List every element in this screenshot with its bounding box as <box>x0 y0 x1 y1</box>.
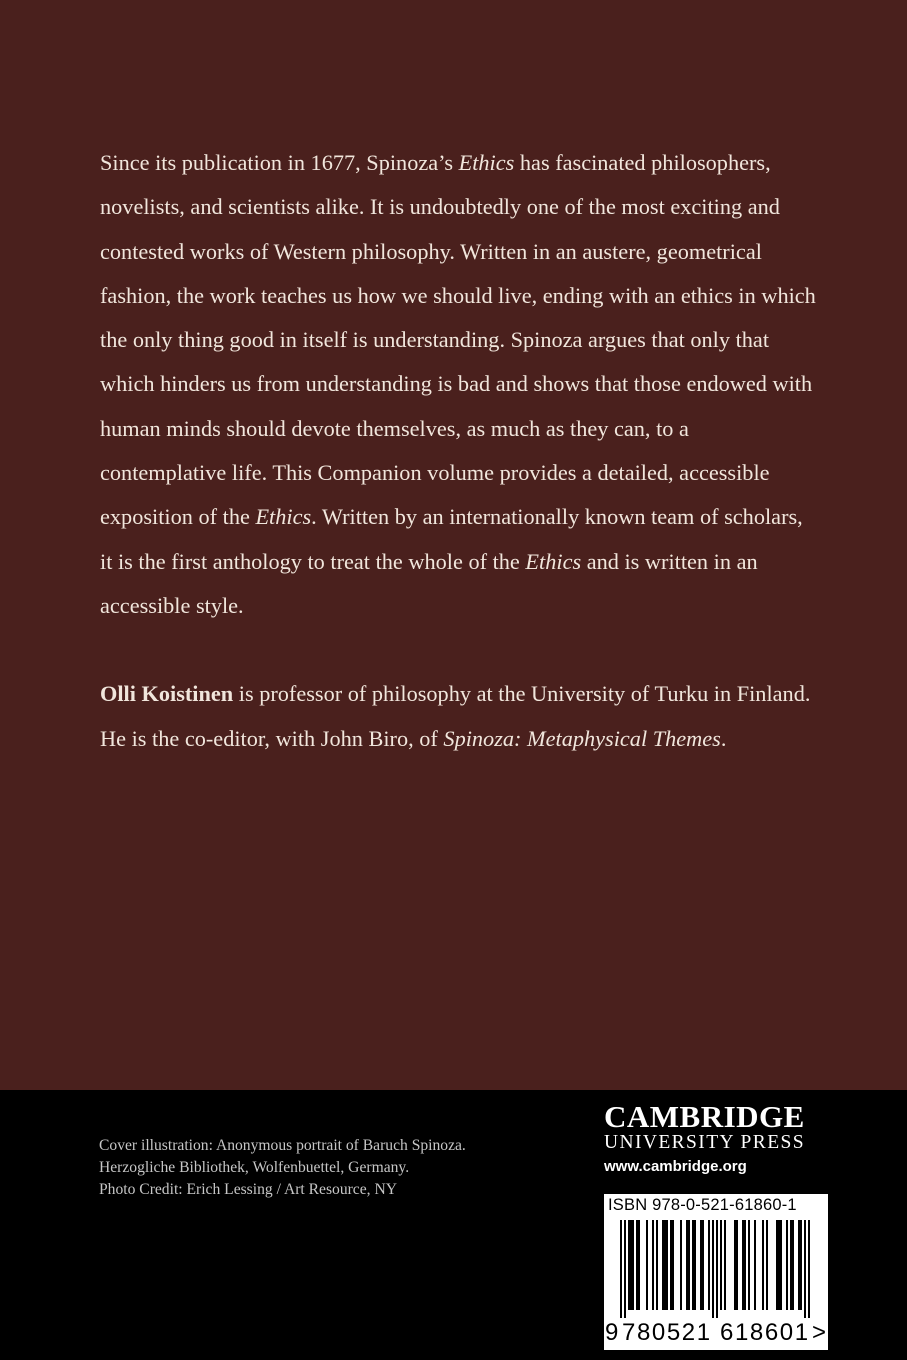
publisher-name: CAMBRIDGE <box>604 1099 805 1134</box>
barcode-bar <box>688 1220 690 1310</box>
editor-bio-text: is professor of philosophy at the University of Turku in Finland. He is the co-editor, with John Biro, of <box>100 681 811 751</box>
related-book-title: Spinoza: Metaphysical Themes <box>443 725 721 751</box>
barcode-bar <box>662 1220 664 1310</box>
cover-credits <box>99 1135 539 1201</box>
barcode-bar <box>620 1220 622 1318</box>
description-text: . Written by an internationally known team of scholars, it is the first anthology to treat the whole of the <box>100 504 803 574</box>
editor-bio <box>100 672 820 761</box>
credit-line: Photo Credit: Erich Lessing / Art Resource, NY <box>99 1181 397 1198</box>
publisher-subtitle: UNIVERSITY PRESS <box>604 1132 805 1153</box>
barcode-bar <box>628 1220 630 1310</box>
barcode-bar <box>632 1220 634 1310</box>
barcode-bar <box>798 1220 800 1310</box>
barcode-bar <box>778 1220 780 1310</box>
editor-bio-end: . <box>720 725 727 751</box>
barcode-bar <box>748 1220 750 1310</box>
barcode-icon <box>604 1220 828 1318</box>
ethics-title: Ethics <box>525 548 582 574</box>
barcode-bar <box>734 1220 736 1310</box>
barcode-bar <box>672 1220 674 1310</box>
publisher-url: www.cambridge.org <box>604 1158 747 1175</box>
barcode-bar <box>630 1220 632 1310</box>
barcode-bar <box>694 1220 696 1310</box>
description-text: Since its publication in 1677, Spinoza’s <box>100 150 459 175</box>
barcode-bar <box>700 1220 702 1310</box>
barcode-bar <box>742 1220 744 1310</box>
barcode-bar <box>638 1220 640 1310</box>
ethics-title: Ethics <box>458 150 515 175</box>
barcode-bar <box>720 1220 722 1310</box>
barcode-bar <box>724 1220 726 1310</box>
blurb <box>100 141 820 761</box>
ethics-title: Ethics <box>255 504 312 530</box>
barcode-bar <box>808 1220 810 1318</box>
barcode-bar <box>680 1220 682 1310</box>
barcode-bar <box>636 1220 638 1310</box>
editor-name: Olli Koistinen <box>100 681 234 707</box>
barcode-bar <box>786 1220 788 1310</box>
ean-first-digit: 9 <box>605 1319 619 1346</box>
barcode-bar <box>646 1220 648 1310</box>
ean-right-digits: 618601 <box>720 1319 810 1346</box>
barcode-bar <box>790 1220 792 1310</box>
barcode-bar <box>670 1220 672 1310</box>
barcode-bar <box>762 1220 764 1310</box>
barcode-bar <box>708 1220 710 1310</box>
barcode-bar <box>692 1220 694 1310</box>
barcode-bar <box>744 1220 746 1310</box>
ean-digits <box>604 1319 828 1347</box>
barcode-bar <box>656 1220 658 1310</box>
barcode-bar <box>664 1220 666 1310</box>
barcode-bar <box>792 1220 794 1310</box>
barcode-bar <box>804 1220 806 1318</box>
barcode-bar <box>800 1220 802 1310</box>
footer-band <box>0 1090 907 1360</box>
isbn-label: ISBN 978-0-521-61860-1 <box>608 1196 797 1214</box>
barcode-bar <box>766 1220 768 1310</box>
credit-line: Cover illustration: Anonymous portrait of Baruch Spinoza. <box>99 1137 466 1154</box>
description-paragraph <box>100 141 820 628</box>
barcode-bar <box>652 1220 654 1310</box>
barcode-bar <box>712 1220 714 1318</box>
barcode-bar <box>716 1220 718 1318</box>
description-text: and is written in an accessible style. <box>100 548 758 618</box>
barcode-bar <box>624 1220 626 1318</box>
ean-left-digits: 780521 <box>622 1319 712 1346</box>
barcode-bar <box>702 1220 704 1310</box>
barcode-bar <box>776 1220 778 1310</box>
credit-line: Herzogliche Bibliothek, Wolfenbuettel, Germany. <box>99 1159 410 1176</box>
publisher-logo <box>604 1100 826 1177</box>
barcode-bar <box>686 1220 688 1310</box>
quiet-zone-marker: > <box>812 1319 827 1346</box>
barcode-bar <box>736 1220 738 1310</box>
barcode-bar <box>780 1220 782 1310</box>
barcode-panel <box>604 1194 828 1350</box>
barcode-bar <box>754 1220 756 1310</box>
barcode-bar <box>666 1220 668 1310</box>
description-text: has fascinated philosophers, novelists, and scientists alike. It is undoubtedly one of the most exciting and contested works of Western philosophy. Written in an austere, geometrical fashion, the work teaches us how we should live, ending with an ethics in which the only thing good in itself is understanding. Spinoza argues that only that which hinders us from understanding is bad and shows that those endowed with human minds should devote themselves, as much as they can, to a contemplative life. This Companion volume provides a detailed, accessible exposition of the <box>100 150 816 530</box>
